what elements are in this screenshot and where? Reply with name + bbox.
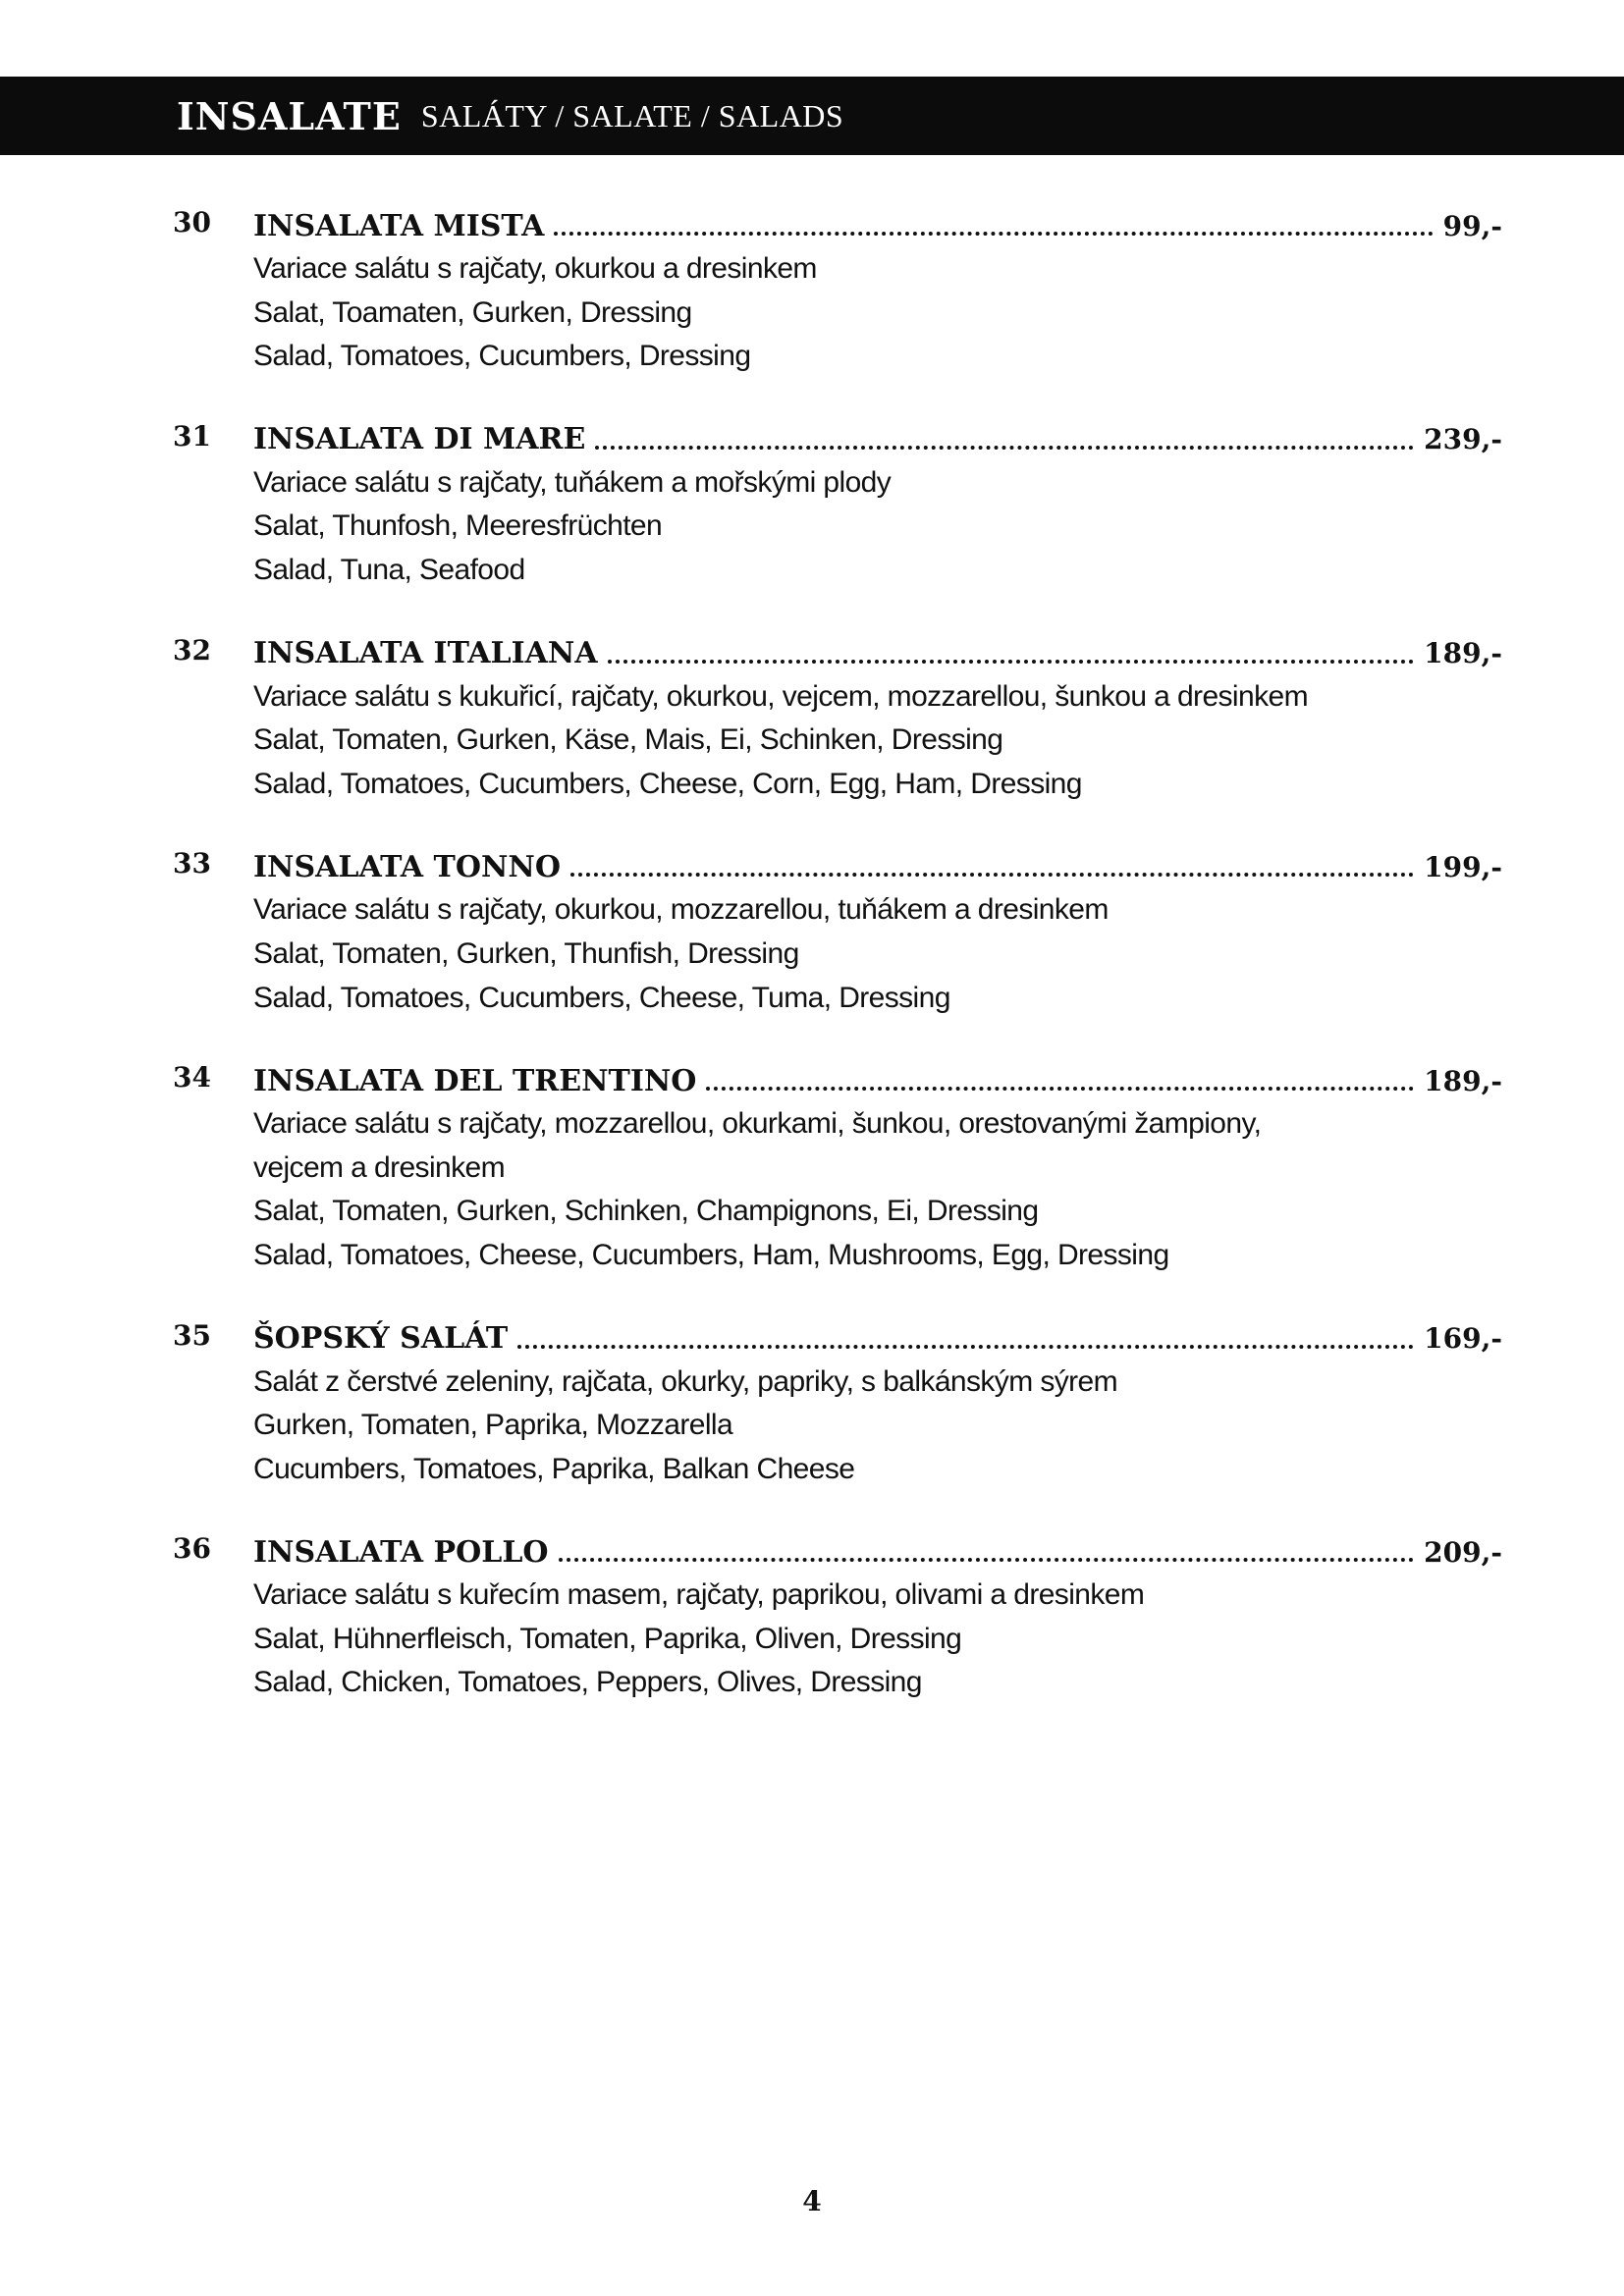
item-description [253,888,1333,1020]
menu-item [0,204,1624,379]
menu-item [0,418,1624,593]
page-number: 4 [802,2185,822,2217]
item-price: 199,- [1424,850,1502,883]
menu-item [0,1317,1624,1492]
item-name: INSALATA MISTA [253,209,554,243]
description-line: Salad, Tomatoes, Cucumbers, Cheese, Tuma, Dressing [253,981,950,1014]
description-line: Salad, Tuna, Seafood [253,553,525,586]
description-line: Variace salátu s rajčaty, mozzarellou, okurkami, šunkou, orestovanými žampiony, [253,1107,1262,1141]
section-title: INSALATE [177,93,402,138]
item-header [253,632,1502,675]
dot-leader [608,660,1415,664]
item-header [253,204,1502,247]
menu-list [0,204,1624,1744]
item-name: INSALATA DI MARE [253,422,595,456]
item-number: 30 [173,206,211,239]
item-price: 209,- [1424,1535,1502,1569]
description-line: Salat, Tomaten, Gurken, Thunfish, Dressing [253,936,799,970]
dot-leader [570,873,1414,877]
item-price: 99,- [1442,209,1502,242]
description-line: Salat, Hühnerfleisch, Tomaten, Paprika, Oliven, Dressing [253,1622,962,1655]
description-line: Gurken, Tomaten, Paprika, Mozzarella [253,1409,733,1442]
item-number: 36 [173,1532,211,1566]
item-name: INSALATA TONNO [253,850,570,884]
description-line: Variace salátu s kuřecím masem, rajčaty, paprikou, olivami a dresinkem [253,1578,1145,1612]
item-number: 34 [173,1061,211,1095]
description-line: Salat, Tomaten, Gurken, Käse, Mais, Ei, Schinken, Dressing [253,723,1003,757]
item-price: 189,- [1424,1064,1502,1097]
item-description [253,1361,1333,1492]
item-name: ŠOPSKÝ SALÁT [253,1321,517,1356]
description-line: Salat, Toamaten, Gurken, Dressing [253,295,692,329]
item-name: INSALATA ITALIANA [253,636,608,670]
item-description [253,461,1333,593]
description-line: Variace salátu s rajčaty, tuňákem a mořskými plody [253,465,892,499]
menu-item [0,632,1624,807]
item-price: 169,- [1424,1322,1502,1355]
item-header [253,1059,1502,1102]
description-line: Salad, Chicken, Tomatoes, Peppers, Olives, Dressing [253,1666,922,1699]
description-line: Variace salátu s kukuřicí, rajčaty, okurkou, vejcem, mozzarellou, šunkou a dresinkem [253,679,1308,713]
description-line: Cucumbers, Tomatoes, Paprika, Balkan Cheese [253,1452,855,1485]
item-number: 32 [173,633,211,667]
description-line: Salat, Thunfosh, Meeresfrüchten [253,509,663,543]
description-line: Salad, Tomatoes, Cucumbers, Dressing [253,340,751,373]
item-header [253,418,1502,461]
item-number: 33 [173,847,211,881]
section-header [0,77,1624,155]
description-line: Salát z čerstvé zeleniny, rajčata, okurky, papriky, s balkánským sýrem [253,1364,1117,1398]
menu-item [0,1530,1624,1705]
item-name: INSALATA DEL TRENTINO [253,1064,706,1098]
description-line: Salad, Tomatoes, Cheese, Cucumbers, Ham, Mushrooms, Egg, Dressing [253,1238,1169,1271]
menu-item [0,845,1624,1020]
menu-item [0,1059,1624,1277]
description-line: Salat, Tomaten, Gurken, Schinken, Champignons, Ei, Dressing [253,1195,1039,1228]
description-line: vejcem a dresinkem [253,1150,505,1184]
dot-leader [517,1345,1414,1349]
item-description [253,1574,1333,1705]
item-description [253,1102,1333,1277]
item-description [253,675,1333,807]
dot-leader [595,446,1414,450]
item-name: INSALATA POLLO [253,1535,559,1570]
dot-leader [554,232,1433,236]
section-subtitle: SALÁTY / SALATE / SALADS [420,97,844,133]
item-number: 35 [173,1318,211,1352]
item-price: 189,- [1424,637,1502,670]
item-number: 31 [173,419,211,453]
description-line: Variace salátu s rajčaty, okurkou, mozzarellou, tuňákem a dresinkem [253,893,1109,927]
description-line: Variace salátu s rajčaty, okurkou a dresinkem [253,252,817,285]
description-line: Salad, Tomatoes, Cucumbers, Cheese, Corn, Egg, Ham, Dressing [253,767,1082,800]
item-header [253,1317,1502,1361]
item-description [253,247,1333,379]
dot-leader [706,1087,1414,1091]
item-price: 239,- [1424,423,1502,456]
item-header [253,845,1502,888]
item-header [253,1530,1502,1574]
dot-leader [559,1558,1415,1562]
